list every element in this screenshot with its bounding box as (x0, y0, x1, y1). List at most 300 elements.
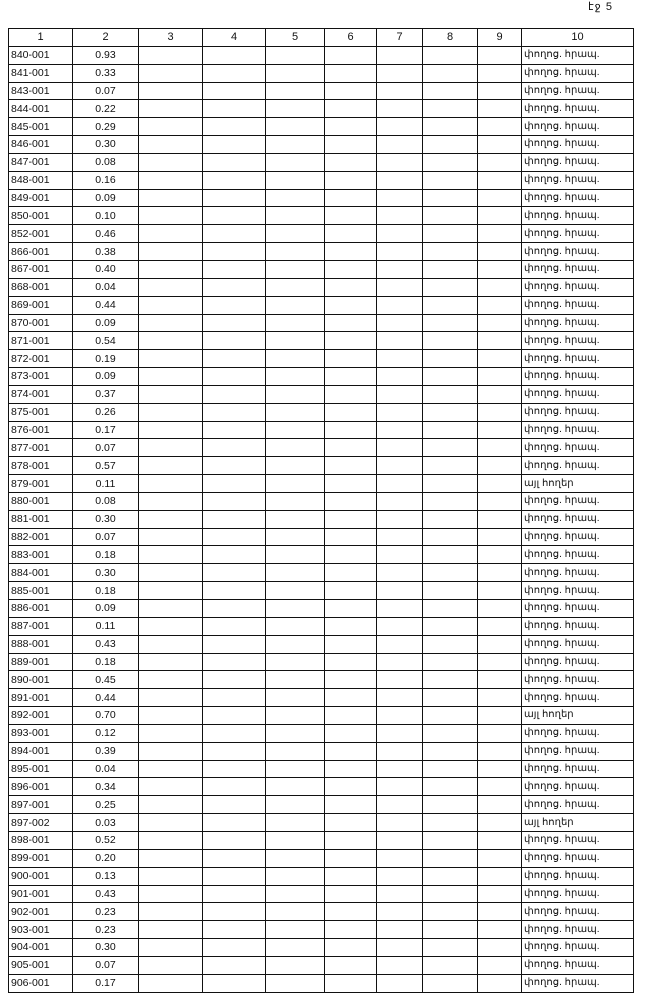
empty-cell (325, 760, 377, 778)
empty-cell (423, 724, 478, 742)
parcel-id-cell: 873-001 (9, 368, 73, 386)
empty-cell (203, 296, 266, 314)
area-cell: 0.09 (73, 368, 139, 386)
empty-cell (325, 475, 377, 493)
area-cell: 0.18 (73, 582, 139, 600)
empty-cell (423, 439, 478, 457)
column-header: 8 (423, 29, 478, 47)
empty-cell (266, 939, 325, 957)
empty-cell (266, 492, 325, 510)
empty-cell (478, 564, 522, 582)
empty-cell (325, 296, 377, 314)
empty-cell (377, 439, 423, 457)
table-row (9, 867, 634, 885)
empty-cell (377, 368, 423, 386)
parcel-id-cell: 840-001 (9, 46, 73, 64)
empty-cell (423, 600, 478, 618)
empty-cell (203, 492, 266, 510)
empty-cell (478, 136, 522, 154)
empty-cell (203, 171, 266, 189)
table-row (9, 314, 634, 332)
table-row (9, 921, 634, 939)
table-row (9, 939, 634, 957)
empty-cell (423, 939, 478, 957)
empty-cell (423, 742, 478, 760)
empty-cell (266, 136, 325, 154)
empty-cell (423, 903, 478, 921)
land-type-cell: փողոց. հրապ. (522, 510, 634, 528)
table-row (9, 974, 634, 992)
empty-cell (203, 368, 266, 386)
empty-cell (139, 814, 203, 832)
land-type-cell: փողոց. հրապ. (522, 885, 634, 903)
empty-cell (203, 457, 266, 475)
table-row (9, 600, 634, 618)
column-header: 9 (478, 29, 522, 47)
empty-cell (266, 510, 325, 528)
parcel-id-cell: 881-001 (9, 510, 73, 528)
empty-cell (478, 82, 522, 100)
area-cell: 0.52 (73, 831, 139, 849)
parcel-id-cell: 894-001 (9, 742, 73, 760)
empty-cell (325, 82, 377, 100)
empty-cell (478, 867, 522, 885)
empty-cell (325, 421, 377, 439)
empty-cell (325, 617, 377, 635)
land-type-cell: այլ հողեր (522, 475, 634, 493)
table-row (9, 260, 634, 278)
empty-cell (377, 921, 423, 939)
empty-cell (423, 814, 478, 832)
area-cell: 0.70 (73, 707, 139, 725)
empty-cell (423, 510, 478, 528)
empty-cell (203, 314, 266, 332)
empty-cell (139, 171, 203, 189)
empty-cell (377, 385, 423, 403)
empty-cell (139, 207, 203, 225)
empty-cell (478, 189, 522, 207)
empty-cell (377, 421, 423, 439)
empty-cell (478, 778, 522, 796)
area-cell: 0.37 (73, 385, 139, 403)
empty-cell (377, 600, 423, 618)
table-row (9, 100, 634, 118)
land-type-cell: փողոց. հրապ. (522, 403, 634, 421)
area-cell: 0.43 (73, 635, 139, 653)
empty-cell (478, 635, 522, 653)
area-cell: 0.30 (73, 510, 139, 528)
empty-cell (377, 243, 423, 261)
land-type-cell: փողոց. հրապ. (522, 956, 634, 974)
parcel-id-cell: 843-001 (9, 82, 73, 100)
empty-cell (139, 564, 203, 582)
empty-cell (139, 546, 203, 564)
empty-cell (266, 849, 325, 867)
empty-cell (377, 831, 423, 849)
parcel-id-cell: 872-001 (9, 350, 73, 368)
area-cell: 0.17 (73, 974, 139, 992)
parcel-id-cell: 876-001 (9, 421, 73, 439)
empty-cell (203, 385, 266, 403)
land-register-table (8, 28, 634, 993)
empty-cell (478, 617, 522, 635)
empty-cell (423, 118, 478, 136)
parcel-id-cell: 849-001 (9, 189, 73, 207)
empty-cell (377, 582, 423, 600)
empty-cell (203, 207, 266, 225)
empty-cell (325, 439, 377, 457)
table-row (9, 831, 634, 849)
empty-cell (377, 153, 423, 171)
empty-cell (266, 385, 325, 403)
empty-cell (325, 171, 377, 189)
empty-cell (325, 403, 377, 421)
empty-cell (325, 153, 377, 171)
table-row (9, 671, 634, 689)
column-header: 6 (325, 29, 377, 47)
parcel-id-cell: 889-001 (9, 653, 73, 671)
area-cell: 0.44 (73, 296, 139, 314)
empty-cell (266, 64, 325, 82)
empty-cell (478, 582, 522, 600)
empty-cell (203, 136, 266, 154)
empty-cell (377, 849, 423, 867)
land-type-cell: այլ հողեր (522, 814, 634, 832)
parcel-id-cell: 875-001 (9, 403, 73, 421)
empty-cell (478, 278, 522, 296)
empty-cell (377, 64, 423, 82)
land-type-cell: փողոց. հրապ. (522, 849, 634, 867)
area-cell: 0.03 (73, 814, 139, 832)
empty-cell (325, 243, 377, 261)
land-type-cell: փողոց. հրապ. (522, 225, 634, 243)
table-row (9, 171, 634, 189)
empty-cell (203, 742, 266, 760)
empty-cell (266, 903, 325, 921)
empty-cell (139, 385, 203, 403)
empty-cell (139, 885, 203, 903)
empty-cell (139, 100, 203, 118)
empty-cell (266, 421, 325, 439)
empty-cell (203, 760, 266, 778)
empty-cell (203, 421, 266, 439)
parcel-id-cell: 847-001 (9, 153, 73, 171)
land-type-cell: փողոց. հրապ. (522, 974, 634, 992)
empty-cell (139, 617, 203, 635)
land-type-cell: փողոց. հրապ. (522, 867, 634, 885)
area-cell: 0.45 (73, 671, 139, 689)
parcel-id-cell: 899-001 (9, 849, 73, 867)
empty-cell (203, 689, 266, 707)
empty-cell (478, 742, 522, 760)
area-cell: 0.19 (73, 350, 139, 368)
column-header: 2 (73, 29, 139, 47)
empty-cell (266, 332, 325, 350)
empty-cell (139, 653, 203, 671)
empty-cell (139, 136, 203, 154)
empty-cell (266, 403, 325, 421)
empty-cell (325, 100, 377, 118)
parcel-id-cell: 887-001 (9, 617, 73, 635)
area-cell: 0.13 (73, 867, 139, 885)
empty-cell (478, 260, 522, 278)
empty-cell (423, 849, 478, 867)
table-row (9, 742, 634, 760)
empty-cell (478, 457, 522, 475)
table-row (9, 189, 634, 207)
area-cell: 0.46 (73, 225, 139, 243)
land-type-cell: փողոց. հրապ. (522, 46, 634, 64)
table-row (9, 136, 634, 154)
empty-cell (423, 671, 478, 689)
empty-cell (325, 635, 377, 653)
empty-cell (377, 314, 423, 332)
empty-cell (325, 885, 377, 903)
parcel-id-cell: 877-001 (9, 439, 73, 457)
empty-cell (377, 707, 423, 725)
parcel-id-cell: 852-001 (9, 225, 73, 243)
empty-cell (377, 189, 423, 207)
parcel-id-cell: 883-001 (9, 546, 73, 564)
empty-cell (266, 974, 325, 992)
empty-cell (325, 867, 377, 885)
empty-cell (139, 457, 203, 475)
land-type-cell: փողոց. հրապ. (522, 278, 634, 296)
empty-cell (377, 689, 423, 707)
empty-cell (423, 689, 478, 707)
empty-cell (203, 635, 266, 653)
empty-cell (266, 653, 325, 671)
empty-cell (423, 171, 478, 189)
area-cell: 0.11 (73, 475, 139, 493)
land-type-cell: փողոց. հրապ. (522, 653, 634, 671)
table-row (9, 956, 634, 974)
empty-cell (139, 350, 203, 368)
empty-cell (478, 171, 522, 189)
column-header: 4 (203, 29, 266, 47)
empty-cell (139, 492, 203, 510)
empty-cell (203, 546, 266, 564)
area-cell: 0.04 (73, 760, 139, 778)
table-row (9, 421, 634, 439)
parcel-id-cell: 874-001 (9, 385, 73, 403)
empty-cell (423, 457, 478, 475)
column-header: 7 (377, 29, 423, 47)
empty-cell (478, 421, 522, 439)
empty-cell (139, 368, 203, 386)
parcel-id-cell: 892-001 (9, 707, 73, 725)
empty-cell (266, 225, 325, 243)
area-cell: 0.26 (73, 403, 139, 421)
empty-cell (325, 64, 377, 82)
area-cell: 0.07 (73, 528, 139, 546)
empty-cell (139, 796, 203, 814)
empty-cell (423, 564, 478, 582)
table-row (9, 760, 634, 778)
land-type-cell: փողոց. հրապ. (522, 136, 634, 154)
table-row (9, 617, 634, 635)
empty-cell (203, 82, 266, 100)
empty-cell (266, 760, 325, 778)
empty-cell (325, 778, 377, 796)
empty-cell (423, 350, 478, 368)
empty-cell (325, 118, 377, 136)
table-row (9, 849, 634, 867)
empty-cell (325, 939, 377, 957)
land-type-cell: փողոց. հրապ. (522, 724, 634, 742)
empty-cell (266, 635, 325, 653)
empty-cell (203, 564, 266, 582)
empty-cell (203, 921, 266, 939)
empty-cell (423, 314, 478, 332)
empty-cell (266, 278, 325, 296)
empty-cell (423, 100, 478, 118)
empty-cell (266, 100, 325, 118)
parcel-id-cell: 867-001 (9, 260, 73, 278)
empty-cell (423, 528, 478, 546)
empty-cell (325, 582, 377, 600)
parcel-id-cell: 904-001 (9, 939, 73, 957)
empty-cell (423, 153, 478, 171)
empty-cell (139, 671, 203, 689)
empty-cell (423, 796, 478, 814)
empty-cell (139, 582, 203, 600)
empty-cell (203, 278, 266, 296)
empty-cell (139, 867, 203, 885)
empty-cell (266, 582, 325, 600)
empty-cell (377, 814, 423, 832)
empty-cell (325, 368, 377, 386)
column-header: 10 (522, 29, 634, 47)
empty-cell (203, 225, 266, 243)
land-type-cell: փողոց. հրապ. (522, 831, 634, 849)
empty-cell (478, 332, 522, 350)
empty-cell (478, 939, 522, 957)
table-row (9, 582, 634, 600)
empty-cell (423, 546, 478, 564)
table-row (9, 296, 634, 314)
empty-cell (203, 46, 266, 64)
empty-cell (139, 939, 203, 957)
parcel-id-cell: 848-001 (9, 171, 73, 189)
empty-cell (325, 385, 377, 403)
empty-cell (139, 903, 203, 921)
empty-cell (423, 956, 478, 974)
empty-cell (266, 564, 325, 582)
table-row (9, 332, 634, 350)
empty-cell (203, 974, 266, 992)
land-type-cell: փողոց. հրապ. (522, 171, 634, 189)
empty-cell (203, 332, 266, 350)
empty-cell (423, 635, 478, 653)
empty-cell (423, 760, 478, 778)
empty-cell (377, 742, 423, 760)
empty-cell (377, 207, 423, 225)
empty-cell (377, 118, 423, 136)
table-row (9, 243, 634, 261)
empty-cell (203, 939, 266, 957)
empty-cell (139, 956, 203, 974)
table-row (9, 439, 634, 457)
area-cell: 0.12 (73, 724, 139, 742)
empty-cell (325, 903, 377, 921)
empty-cell (478, 368, 522, 386)
area-cell: 0.08 (73, 492, 139, 510)
empty-cell (377, 903, 423, 921)
table-row (9, 796, 634, 814)
empty-cell (266, 724, 325, 742)
empty-cell (203, 64, 266, 82)
empty-cell (203, 403, 266, 421)
empty-cell (139, 118, 203, 136)
empty-cell (266, 46, 325, 64)
area-cell: 0.23 (73, 921, 139, 939)
empty-cell (377, 457, 423, 475)
area-cell: 0.20 (73, 849, 139, 867)
empty-cell (478, 118, 522, 136)
empty-cell (478, 831, 522, 849)
empty-cell (325, 600, 377, 618)
parcel-id-cell: 903-001 (9, 921, 73, 939)
empty-cell (139, 296, 203, 314)
empty-cell (423, 421, 478, 439)
empty-cell (377, 617, 423, 635)
empty-cell (423, 368, 478, 386)
table-row (9, 814, 634, 832)
empty-cell (478, 243, 522, 261)
empty-cell (325, 492, 377, 510)
empty-cell (377, 260, 423, 278)
empty-cell (203, 528, 266, 546)
empty-cell (203, 903, 266, 921)
empty-cell (423, 243, 478, 261)
empty-cell (266, 689, 325, 707)
empty-cell (423, 385, 478, 403)
area-cell: 0.44 (73, 689, 139, 707)
area-cell: 0.34 (73, 778, 139, 796)
empty-cell (266, 243, 325, 261)
land-type-cell: փողոց. հրապ. (522, 796, 634, 814)
empty-cell (325, 796, 377, 814)
empty-cell (266, 475, 325, 493)
empty-cell (266, 171, 325, 189)
parcel-id-cell: 870-001 (9, 314, 73, 332)
table-row (9, 492, 634, 510)
table-row (9, 64, 634, 82)
area-cell: 0.30 (73, 136, 139, 154)
empty-cell (478, 671, 522, 689)
empty-cell (266, 671, 325, 689)
area-cell: 0.18 (73, 653, 139, 671)
empty-cell (203, 118, 266, 136)
empty-cell (377, 403, 423, 421)
table-row (9, 403, 634, 421)
area-cell: 0.93 (73, 46, 139, 64)
empty-cell (478, 546, 522, 564)
empty-cell (478, 707, 522, 725)
parcel-id-cell: 893-001 (9, 724, 73, 742)
land-type-cell: փողոց. հրապ. (522, 314, 634, 332)
area-cell: 0.09 (73, 600, 139, 618)
table-row (9, 457, 634, 475)
empty-cell (203, 956, 266, 974)
parcel-id-cell: 888-001 (9, 635, 73, 653)
land-type-cell: փողոց. հրապ. (522, 296, 634, 314)
area-cell: 0.07 (73, 82, 139, 100)
empty-cell (478, 100, 522, 118)
empty-cell (266, 153, 325, 171)
column-header: 3 (139, 29, 203, 47)
